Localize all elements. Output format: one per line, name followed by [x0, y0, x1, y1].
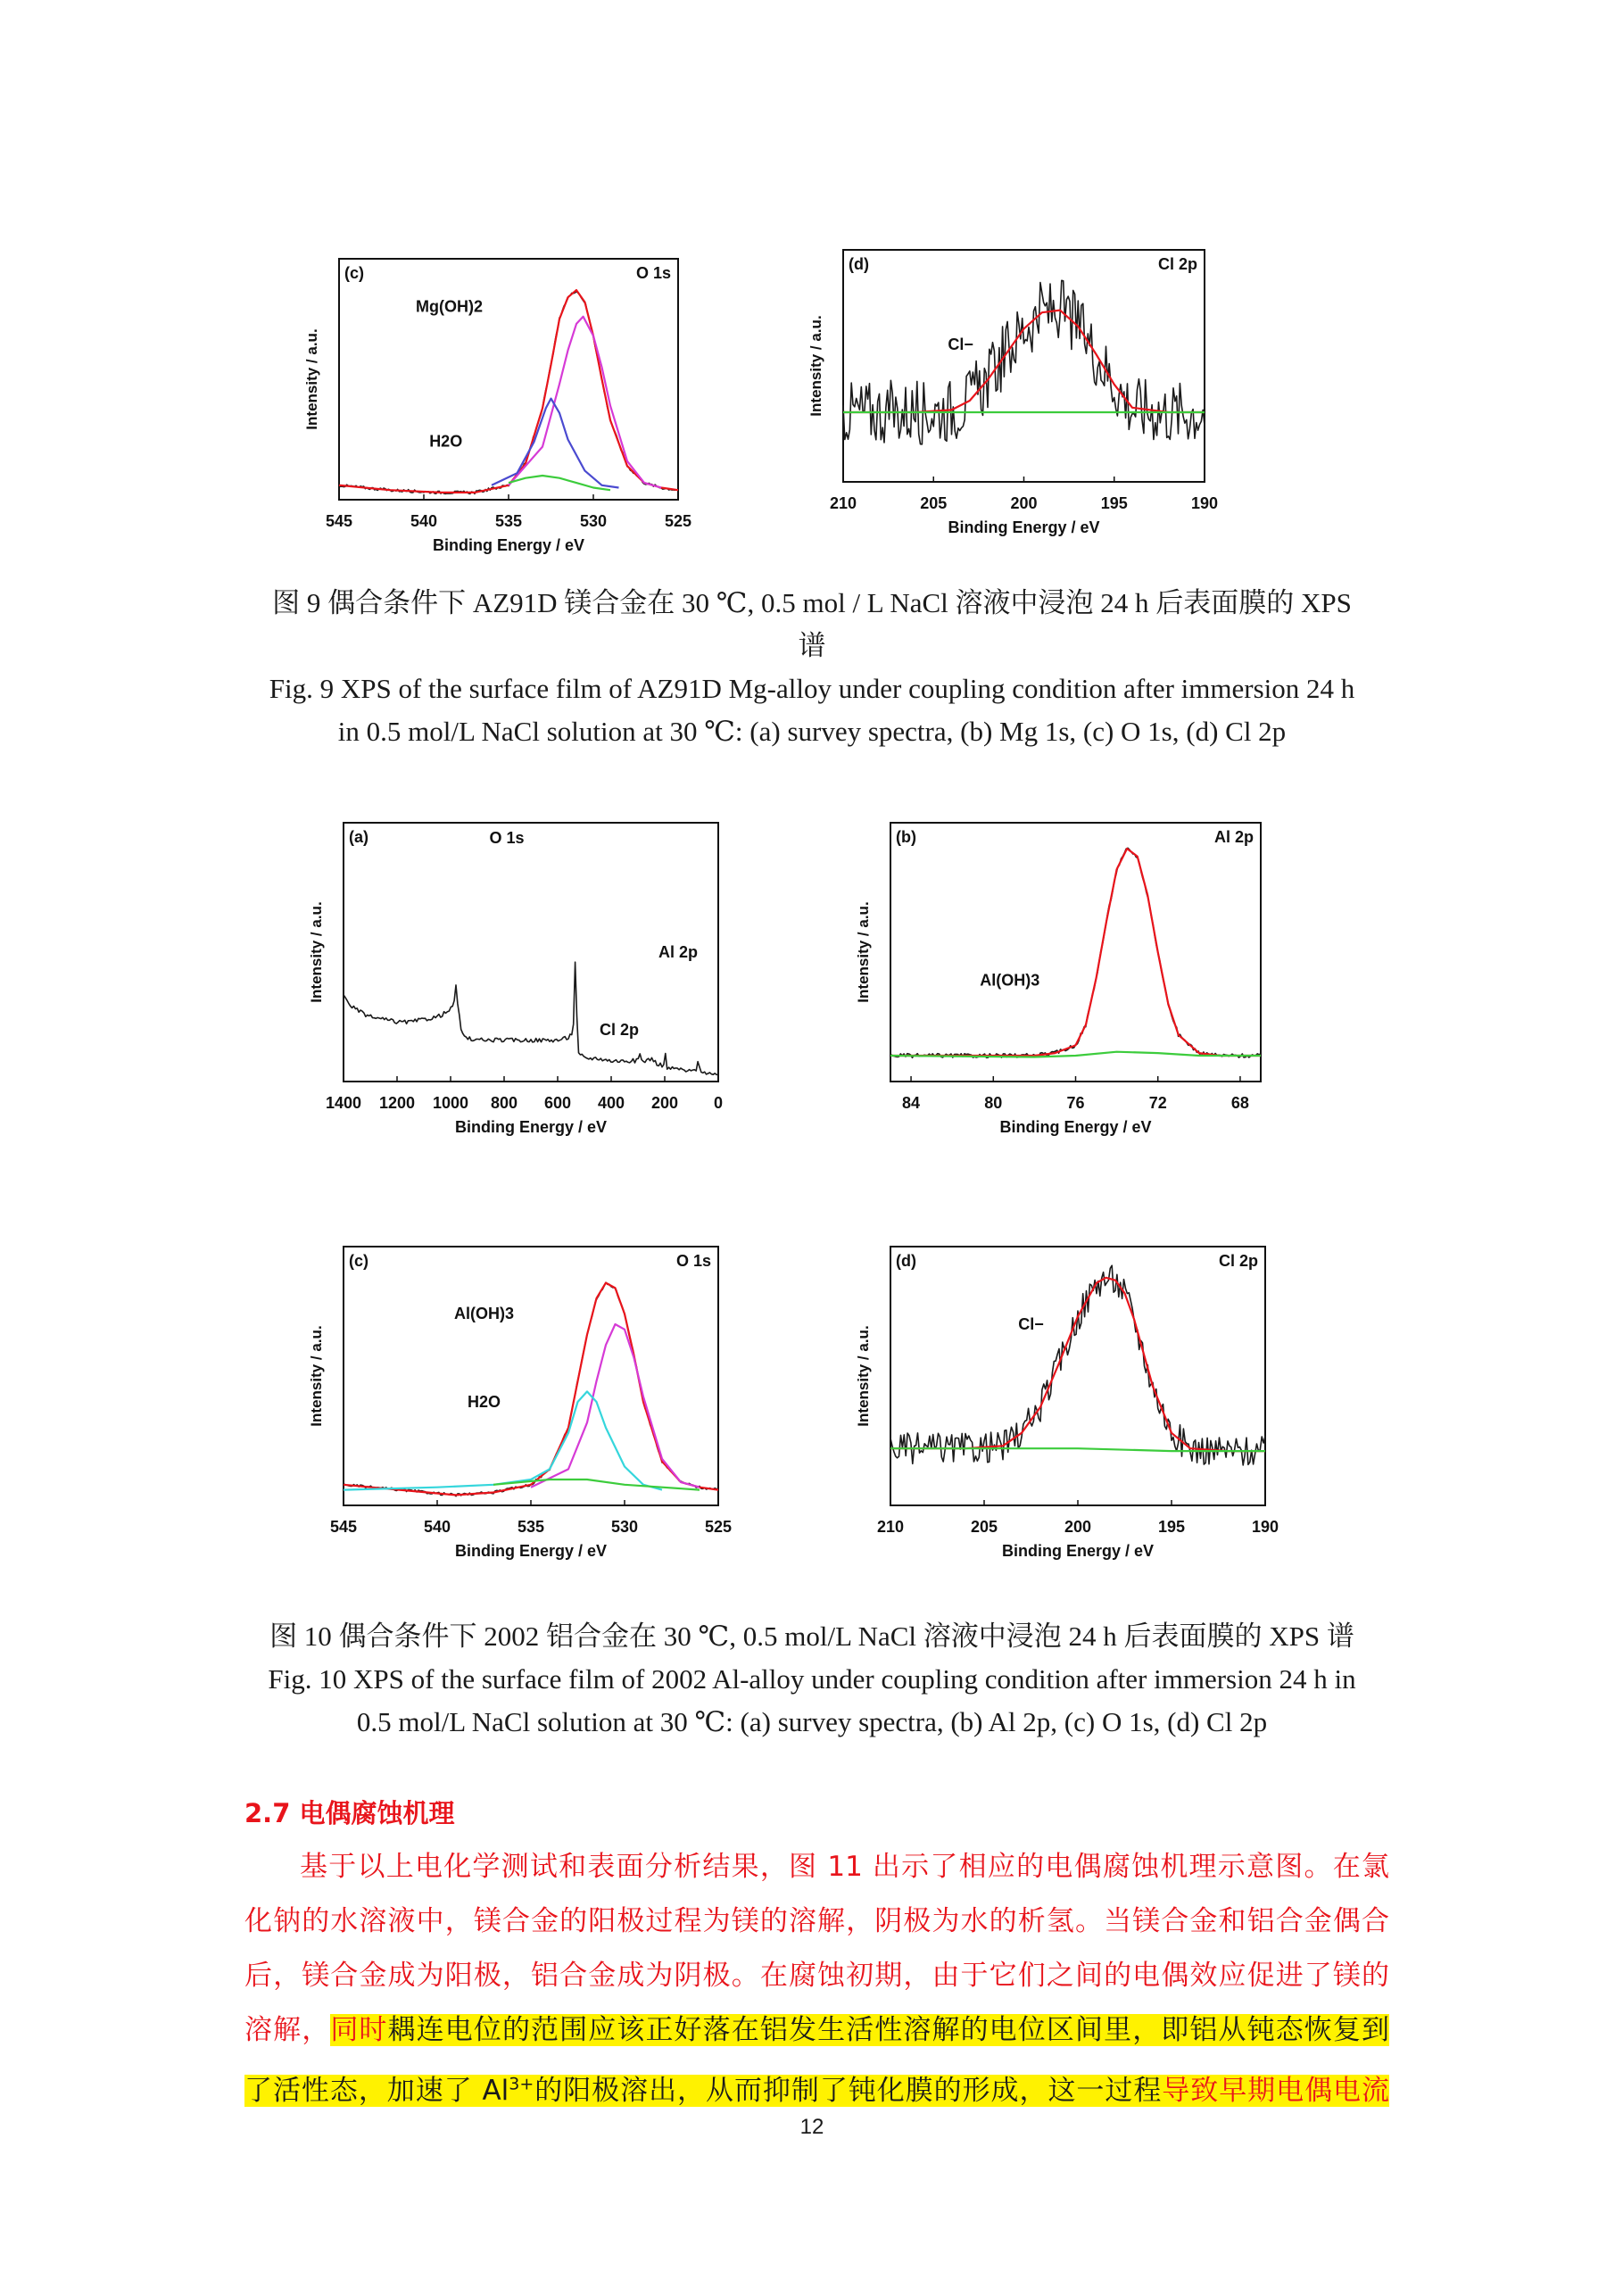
- panel-title: Cl 2p: [1218, 1252, 1258, 1270]
- x-tick-label: 600: [543, 1094, 572, 1112]
- x-tick-label: 68: [1230, 1094, 1249, 1112]
- chart-group: [855, 1247, 1279, 1560]
- y-axis-label: Intensity / a.u.: [855, 901, 872, 1003]
- series-line-background: [509, 476, 610, 490]
- fig10-caption-cn: 图 10 偶合条件下 2002 铝合金在 30 ℃, 0.5 mol/L NaCl 溶液中浸泡 24 h 后表面膜的 XPS 谱: [269, 1620, 1354, 1652]
- peak-annotation: Mg(OH)2: [416, 297, 483, 316]
- chart-group: [303, 259, 691, 554]
- series-line-mg-oh-2: [509, 317, 661, 488]
- peak-annotation: Cl−: [948, 335, 973, 353]
- series-line-fit-envelope: [339, 290, 678, 493]
- x-tick-label: 525: [664, 512, 692, 530]
- page-number: 12: [799, 2115, 824, 2139]
- series-line-fit: [890, 1278, 1265, 1451]
- chart-group: [308, 823, 723, 1136]
- plot-frame: [890, 1247, 1265, 1505]
- panel-label: (c): [349, 1252, 368, 1270]
- x-axis-label: Binding Energy / eV: [432, 536, 585, 554]
- al-superscript: 3+: [509, 2075, 534, 2094]
- series-line-fit: [843, 311, 1205, 412]
- plot-frame: [843, 250, 1205, 482]
- line4-part-a: 溶解，: [244, 2014, 331, 2046]
- fig10-caption-en-2: 0.5 mol/L NaCl solution at 30 ℃: (a) survey spectra, (b) Al 2p, (c) O 1s, (d) Cl 2p: [356, 1706, 1268, 1737]
- x-tick-label: 200: [1064, 1518, 1092, 1536]
- chart-group: [807, 250, 1218, 536]
- x-tick-label: 190: [1190, 494, 1219, 512]
- x-tick-label: 535: [494, 512, 523, 530]
- x-tick-label: 210: [876, 1518, 905, 1536]
- x-tick-label: 195: [1157, 1518, 1186, 1536]
- peak-annotation: Al 2p: [658, 942, 699, 961]
- x-tick-label: 545: [329, 1518, 358, 1536]
- panel-label: (d): [896, 1252, 916, 1270]
- plot-frame: [890, 823, 1261, 1082]
- panel-label: (d): [849, 255, 869, 273]
- plot-frame: [344, 1247, 718, 1505]
- x-tick-label: 205: [920, 494, 948, 512]
- series-line-survey: [344, 962, 718, 1074]
- section-heading: 2.7 电偶腐蚀机理: [244, 1798, 455, 1828]
- x-tick-label: 540: [410, 512, 438, 530]
- line4-highlight-red: 同时: [330, 2014, 388, 2046]
- paragraph-line: 基于以上电化学测试和表面分析结果，图 11 出示了相应的电偶腐蚀机理示意图。在氯: [300, 1851, 1389, 1883]
- series-line-fit: [890, 849, 1261, 1056]
- x-tick-label: 0: [713, 1094, 724, 1112]
- plot-frame: [344, 823, 718, 1082]
- fig9-caption-cn-cont: 谱: [798, 630, 826, 661]
- x-tick-label: 530: [610, 1518, 639, 1536]
- peak-annotation: H2O: [429, 432, 463, 451]
- series-line-fit-envelope: [344, 1283, 718, 1496]
- x-tick-label: 190: [1251, 1518, 1279, 1536]
- panel-title: O 1s: [635, 264, 671, 282]
- series-line-background: [890, 1448, 1265, 1451]
- series-line-h2o: [344, 1391, 662, 1489]
- chart-group: [308, 1247, 732, 1560]
- x-tick-label: 195: [1100, 494, 1128, 512]
- panel-label: (a): [349, 828, 368, 846]
- x-tick-label: 1000: [432, 1094, 469, 1112]
- series-line-experimental: [339, 292, 678, 494]
- x-axis-label: Binding Energy / eV: [1001, 1542, 1155, 1560]
- y-axis-label: Intensity / a.u.: [308, 1325, 325, 1427]
- x-tick-label: 535: [517, 1518, 545, 1536]
- paragraph-line: 化钠的水溶液中，镁合金的阳极过程为镁的溶解，阴极为水的析氢。当镁合金和铝合金偶合: [244, 1905, 1389, 1937]
- x-tick-label: 1200: [378, 1094, 416, 1112]
- series-line-experimental: [344, 1282, 718, 1496]
- x-tick-label: 400: [597, 1094, 625, 1112]
- y-axis-label: Intensity / a.u.: [303, 328, 320, 430]
- x-tick-label: 530: [579, 512, 608, 530]
- series-line-experimental: [890, 1265, 1265, 1465]
- fig9-caption-en-2: in 0.5 mol/L NaCl solution at 30 ℃: (a) survey spectra, (b) Mg 1s, (c) O 1s, (d) Cl 2p: [337, 716, 1287, 747]
- y-axis-label: Intensity / a.u.: [855, 1325, 872, 1427]
- y-axis-label: Intensity / a.u.: [807, 315, 824, 417]
- peak-annotation: H2O: [467, 1392, 501, 1411]
- y-axis-label: Intensity / a.u.: [308, 901, 325, 1003]
- x-tick-label: 205: [970, 1518, 998, 1536]
- x-axis-label: Binding Energy / eV: [948, 518, 1100, 536]
- x-tick-label: 800: [490, 1094, 518, 1112]
- x-tick-label: 76: [1066, 1094, 1085, 1112]
- x-tick-label: 72: [1148, 1094, 1167, 1112]
- x-axis-label: Binding Energy / eV: [454, 1118, 608, 1136]
- panel-title: O 1s: [675, 1252, 711, 1270]
- x-tick-label: 210: [829, 494, 857, 512]
- line5-highlight-red: 导致早期电偶电流: [1162, 2075, 1389, 2108]
- peak-annotation: Al(OH)3: [980, 971, 1040, 990]
- peak-annotation: O 1s: [489, 829, 525, 848]
- chart-group: [855, 823, 1261, 1136]
- series-line-al-oh-3: [531, 1324, 700, 1488]
- series-line-background: [890, 1052, 1261, 1057]
- fig9-caption-cn: 图 9 偶合条件下 AZ91D 镁合金在 30 ℃, 0.5 mol / L NaCl 溶液中浸泡 24 h 后表面膜的 XPS: [272, 587, 1352, 618]
- series-line-experimental: [890, 848, 1261, 1057]
- peak-annotation: Al(OH)3: [454, 1305, 514, 1323]
- x-tick-label: 80: [984, 1094, 1003, 1112]
- series-line-h2o: [492, 399, 619, 488]
- panel-title: Cl 2p: [1157, 255, 1197, 273]
- x-tick-label: 525: [704, 1518, 733, 1536]
- paragraph-line: [244, 2003, 1389, 2058]
- panel-label: (c): [344, 264, 364, 282]
- line5-highlight-a: [244, 2075, 1162, 2107]
- series-line-background: [493, 1480, 700, 1490]
- section-paragraph: [244, 1840, 1389, 2112]
- peak-annotation: Cl 2p: [599, 1020, 640, 1039]
- line4-highlight: 耦连电位的范围应该正好落在铝发生活性溶解的电位区间里，即铝从钝态恢复到: [387, 2014, 1390, 2046]
- x-tick-label: 200: [650, 1094, 679, 1112]
- x-tick-label: 84: [902, 1094, 921, 1112]
- fig9-caption-en-1: Fig. 9 XPS of the surface film of AZ91D Mg-alloy under coupling condition after immersion 24 h: [269, 673, 1355, 704]
- panel-label: (b): [896, 828, 916, 846]
- paragraph-line: 后，镁合金成为阳极，铝合金成为阴极。在腐蚀初期，由于它们之间的电偶效应促进了镁的: [244, 1960, 1389, 1992]
- x-tick-label: 540: [423, 1518, 451, 1536]
- line5-text-b: 的阳极溶出，从而抑制了钝化膜的形成，这一过程: [534, 2075, 1163, 2108]
- peak-annotation: Cl−: [1018, 1314, 1044, 1333]
- panel-title: Al 2p: [1213, 828, 1254, 846]
- plot-frame: [339, 259, 678, 500]
- fig10-caption-en-1: Fig. 10 XPS of the surface film of 2002 Al-alloy under coupling condition after immersion 24 h in: [268, 1663, 1356, 1695]
- x-tick-label: 545: [325, 512, 353, 530]
- paragraph-line: [244, 2058, 1389, 2112]
- x-tick-label: 1400: [325, 1094, 362, 1112]
- series-line-experimental: [843, 280, 1205, 444]
- x-axis-label: Binding Energy / eV: [454, 1542, 608, 1560]
- x-tick-label: 200: [1010, 494, 1038, 512]
- x-axis-label: Binding Energy / eV: [999, 1118, 1152, 1136]
- line5-text-a: 了活性态，加速了 Al: [244, 2075, 509, 2108]
